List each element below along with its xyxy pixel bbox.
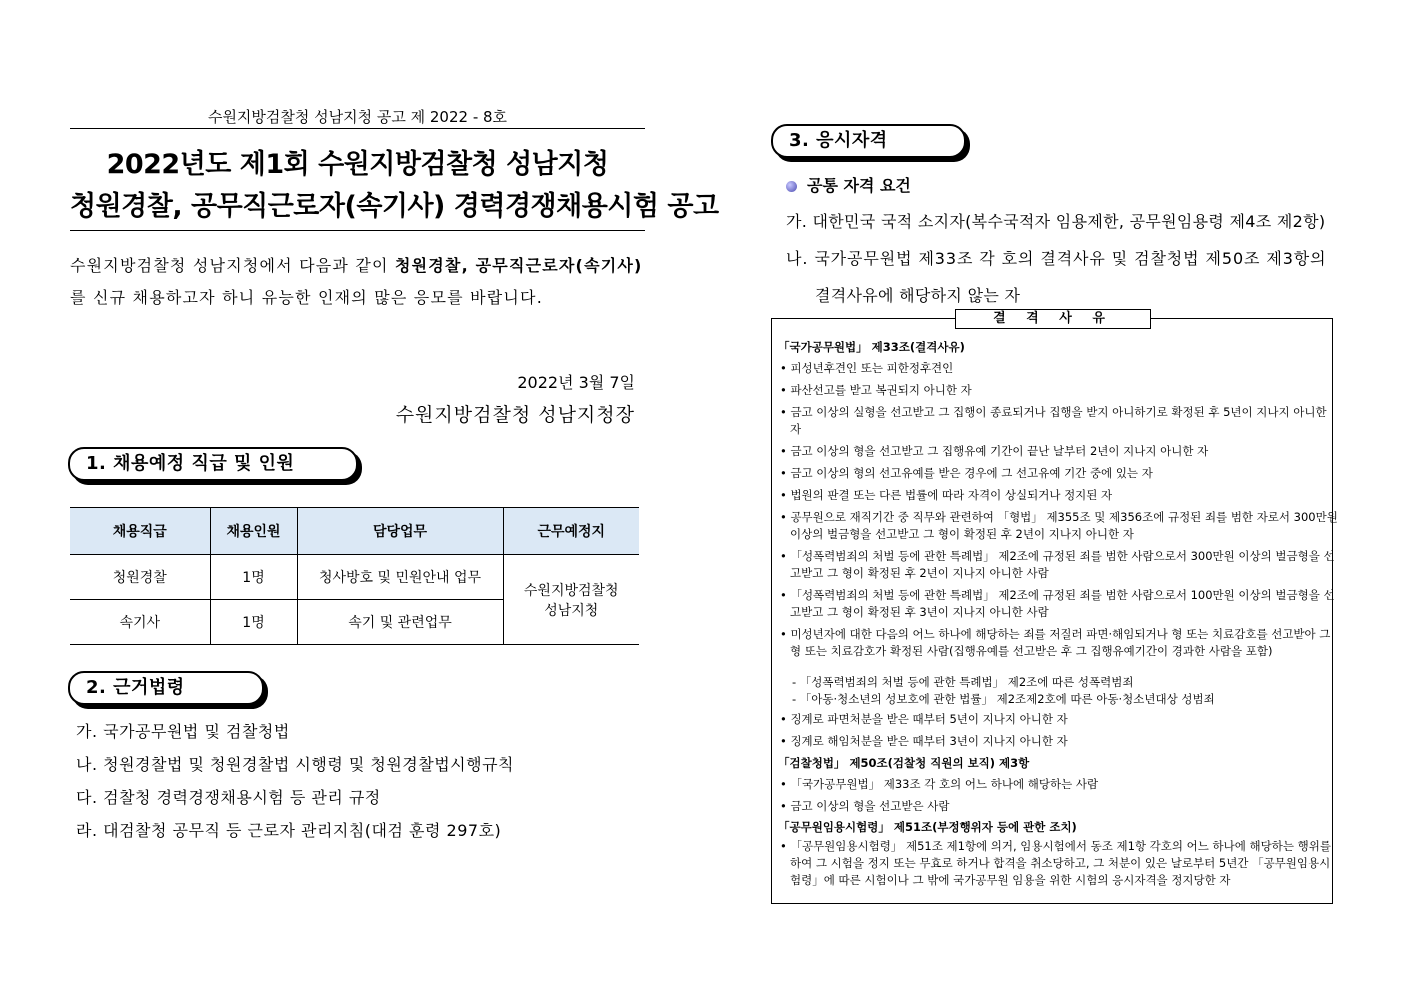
law-item: 다. 검찰청 경력경쟁채용시험 등 관리 규정 <box>76 788 381 807</box>
law-heading: 「공무원임용시험령」 제51조(부정행위자 등에 관한 조치) <box>778 820 1077 834</box>
cell-duty: 속기 및 관련업무 <box>297 600 503 645</box>
bullet-icon <box>786 181 797 192</box>
table-row <box>70 555 639 600</box>
intro-line-1 <box>70 253 643 276</box>
cell-location <box>503 555 639 645</box>
list-item: • 금고 이상의 형을 선고받고 그 집행유예 기간이 끝난 날부터 2년이 지나지 아니한 자 <box>780 444 1209 458</box>
section-2-heading: 2. 근거법령 <box>68 671 264 705</box>
table-header: 채용직급 <box>70 508 210 555</box>
list-item: • 「성폭력범죄의 처벌 등에 관한 특례법」 제2조에 규정된 죄를 범한 사람으로서 300만원 이상의 벌금형을 선고받고 그 형이 확정된 후 2년이 지나지 아니한 사람 <box>780 549 1335 580</box>
cell-grade: 청원경찰 <box>70 555 210 600</box>
common-requirements-heading <box>786 173 911 196</box>
list-item: • 「국가공무원법」 제33조 각 호의 어느 하나에 해당하는 사람 <box>780 777 1099 791</box>
sub-item: - 「아동·청소년의 성보호에 관한 법률」 제2조제2호에 따른 아동·청소년대상 성범죄 <box>792 692 1215 706</box>
cell-duty: 청사방호 및 민원안내 업무 <box>297 555 503 600</box>
requirement-1: 가. 대한민국 국적 소지자(복수국적자 임용제한, 공무원임용령 제4조 제2항) <box>786 212 1326 231</box>
location-line-1: 수원지방검찰청 <box>523 582 619 599</box>
requirement-2-line-2: 결격사유에 해당하지 않는 자 <box>815 286 1021 305</box>
issuer: 수원지방검찰청 성남지청장 <box>395 404 635 426</box>
list-item: • 징계로 해임처분을 받은 때부터 3년이 지나지 아니한 자 <box>780 734 1068 748</box>
list-item: • 피성년후견인 또는 피한정후견인 <box>780 361 954 375</box>
title-line-2: 청원경찰, 공무직근로자(속기사) 경력경쟁채용시험 공고 <box>70 191 719 222</box>
cell-count: 1명 <box>210 555 297 600</box>
list-item: • 파산선고를 받고 복권되지 아니한 자 <box>780 383 972 397</box>
table-header: 채용인원 <box>210 508 297 555</box>
list-item: • 「성폭력범죄의 처벌 등에 관한 특례법」 제2조에 규정된 죄를 범한 사람으로서 100만원 이상의 벌금형을 선고받고 그 형이 확정된 후 3년이 지나지 아니한 사람 <box>780 588 1335 619</box>
sub-item: - 「성폭력범죄의 처벌 등에 관한 특례법」 제2조에 따른 성폭력범죄 <box>792 675 1134 689</box>
law-item: 가. 국가공무원법 및 검찰청법 <box>76 722 290 741</box>
table-header: 근무예정지 <box>503 508 639 555</box>
divider-bottom <box>70 230 645 231</box>
table-header: 담당업무 <box>297 508 503 555</box>
recruitment-table <box>70 507 639 645</box>
cell-count: 1명 <box>210 600 297 645</box>
title-line-1: 2022년도 제1회 수원지방검찰청 성남지청 <box>106 149 609 180</box>
intro-positions: 청원경찰, 공무직근로자(속기사) <box>394 256 643 275</box>
section-3-heading: 3. 응시자격 <box>771 124 966 158</box>
requirement-2-line-1: 나. 국가공무원법 제33조 각 호의 결격사유 및 검찰청법 제50조 제3항의 <box>786 249 1327 268</box>
cell-grade: 속기사 <box>70 600 210 645</box>
table-header-row <box>70 508 639 555</box>
law-item: 나. 청원경찰법 및 청원경찰법 시행령 및 청원경찰법시행규칙 <box>76 755 515 774</box>
disqualification-box-title: 결 격 사 유 <box>955 309 1151 329</box>
list-item: • 금고 이상의 형을 선고받은 사람 <box>780 799 950 813</box>
law-heading: 「국가공무원법」 제33조(결격사유) <box>778 340 965 354</box>
list-item: • 미성년자에 대한 다음의 어느 하나에 해당하는 죄를 저질러 파면·해임되거나 형 또는 치료감호를 선고받아 그 형 또는 치료감호가 확정된 사람(집행유예를 선고받은 후 그 집행유예기간이 경과한 사람을 포함) <box>780 627 1331 658</box>
list-item: • 공무원으로 재직기간 중 직무와 관련하여 「형법」 제355조 및 제356조에 규정된 죄를 범한 자로서 300만원 이상의 벌금형을 선고받고 그 형이 확정된 후 2년이 지나지 아니한 자 <box>780 510 1338 541</box>
section-1-heading: 1. 채용예정 직급 및 인원 <box>68 447 358 481</box>
notice-date: 2022년 3월 7일 <box>517 373 635 392</box>
intro-text: 수원지방검찰청 성남지청에서 다음과 같이 <box>70 256 395 275</box>
list-item: • 금고 이상의 실형을 선고받고 그 집행이 종료되거나 집행을 받지 아니하기로 확정된 후 5년이 지나지 아니한 자 <box>780 405 1327 436</box>
common-requirements-label: 공통 자격 요건 <box>807 176 911 195</box>
divider-top <box>70 128 645 129</box>
location-line-2: 성남지청 <box>544 602 599 619</box>
notice-number: 수원지방검찰청 성남지청 공고 제 2022 - 8호 <box>207 108 508 126</box>
list-item: • 금고 이상의 형의 선고유예를 받은 경우에 그 선고유예 기간 중에 있는 자 <box>780 466 1153 480</box>
list-item: • 징계로 파면처분을 받은 때부터 5년이 지나지 아니한 자 <box>780 712 1068 726</box>
law-item: 라. 대검찰청 공무직 등 근로자 관리지침(대검 훈령 297호) <box>76 821 502 840</box>
law-heading: 「검찰청법」 제50조(검찰청 직원의 보직) 제3항 <box>778 756 1030 770</box>
list-item: • 「공무원임용시험령」 제51조 제1항에 의거, 임용시험에서 동조 제1항 각호의 어느 하나에 해당하는 행위를 하여 그 시험을 정지 또는 무효로 하거나 합격을 취소당하고, 그 처분이 있은 날로부터 5년간 「공무원임용시험령」에 따른 시험이나 그 밖에 국가공무원 임용을 위한 시험의 응시자격을 정지당한 자 <box>780 839 1331 887</box>
list-item: • 법원의 판결 또는 다른 법률에 따라 자격이 상실되거나 정지된 자 <box>780 488 1113 502</box>
intro-line-2: 를 신규 채용하고자 하니 유능한 인재의 많은 응모를 바랍니다. <box>70 288 543 307</box>
